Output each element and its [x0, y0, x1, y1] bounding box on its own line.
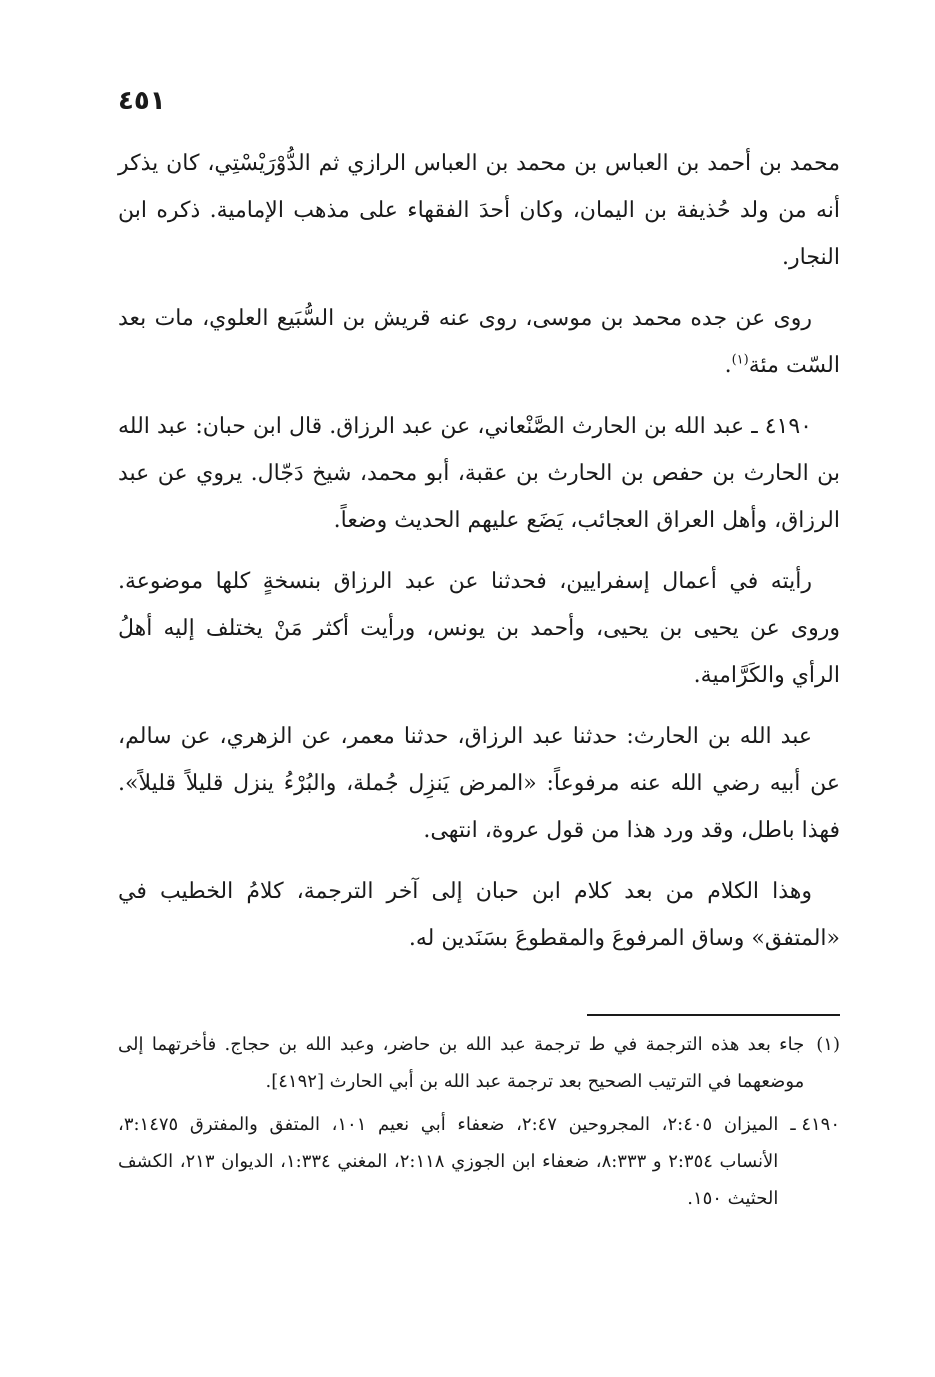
footnote-1: [118, 1026, 840, 1100]
paragraph-5: عبد الله بن الحارث: حدثنا عبد الرزاق، حدثنا معمر، عن الزهري، عن سالم، عن أبيه رضي الله عنه مرفوعاً: «المرض يَنزِل جُملة، والبُرْءُ ينزل قليلاً قليلاً». فهذا باطل، وقد ورد هذا من قول عروة، انتهى.: [118, 724, 840, 843]
footnote-1-marker: (١): [816, 1034, 840, 1055]
entry-4190: ٤١٩٠ ـ عبد الله بن الحارث الصَّنْعاني، عن عبد الرزاق. قال ابن حبان: عبد الله بن الحارث بن حفص بن الحارث بن عقبة، أبو محمد، شيخ دَجّال. يروي عن عبد الرزاق، وأهل العراق العجائب، يَضَع عليهم الحديث وضعاً.: [118, 414, 840, 533]
paragraph-6: وهذا الكلام من بعد كلام ابن حبان إلى آخر الترجمة، كلامُ الخطيب في «المتفق» وساق المرفوعَ والمقطوعَ بسَنَدين له.: [118, 879, 840, 951]
footnote-4190-text: الميزان ٢:٤٠٥، المجروحين ٢:٤٧، ضعفاء أبي نعيم ١٠١، المتفق والمفترق ٣:١٤٧٥، الأنساب ٢:٣٥٤ و ٨:٣٣٣، ضعفاء ابن الجوزي ٢:١١٨، المغني ١:٣٣٤، الديوان ٢١٣، الكشف الحثيث ١٥٠.: [118, 1114, 779, 1209]
footnotes: [118, 1026, 840, 1223]
footnote-reference: (١): [731, 352, 749, 368]
main-text: [118, 140, 840, 976]
paragraph-1: محمد بن أحمد بن العباس بن محمد بن العباس الرازي ثم الدُّوْرَيْسْتِي، كان يذكر أنه من ولد حُذيفة بن اليمان، وكان أحدَ الفقهاء على مذهب الإمامية. ذكره ابن النجار.: [118, 151, 840, 270]
paragraph-2-text: روى عن جده محمد بن موسى، روى عنه قريش بن السُّبَيع العلوي، مات بعد السّت مئة: [118, 306, 840, 378]
paragraph-2: [118, 295, 840, 389]
footnote-4190: [118, 1106, 840, 1217]
paragraph-2-end: .: [724, 353, 732, 378]
footnote-1-text: جاء بعد هذه الترجمة في ط ترجمة عبد الله بن حاضر، وعبد الله بن حجاج. فأخرتهما إلى موضعهما في الترتيب الصحيح بعد ترجمة عبد الله بن أبي الحارث [٤١٩٢].: [118, 1034, 805, 1092]
page-number: ٤٥١: [118, 86, 166, 116]
footnote-divider: [587, 1014, 840, 1016]
footnote-4190-marker: ٤١٩٠ ـ: [790, 1114, 840, 1135]
paragraph-4: رأيته في أعمال إسفرايين، فحدثنا عن عبد الرزاق بنسخةٍ كلها موضوعة. وروى عن يحيى بن يحيى، وأحمد بن يونس، ورأيت أكثر مَنْ يختلف إليه أهلُ الرأي والكَرَّامية.: [118, 569, 840, 688]
